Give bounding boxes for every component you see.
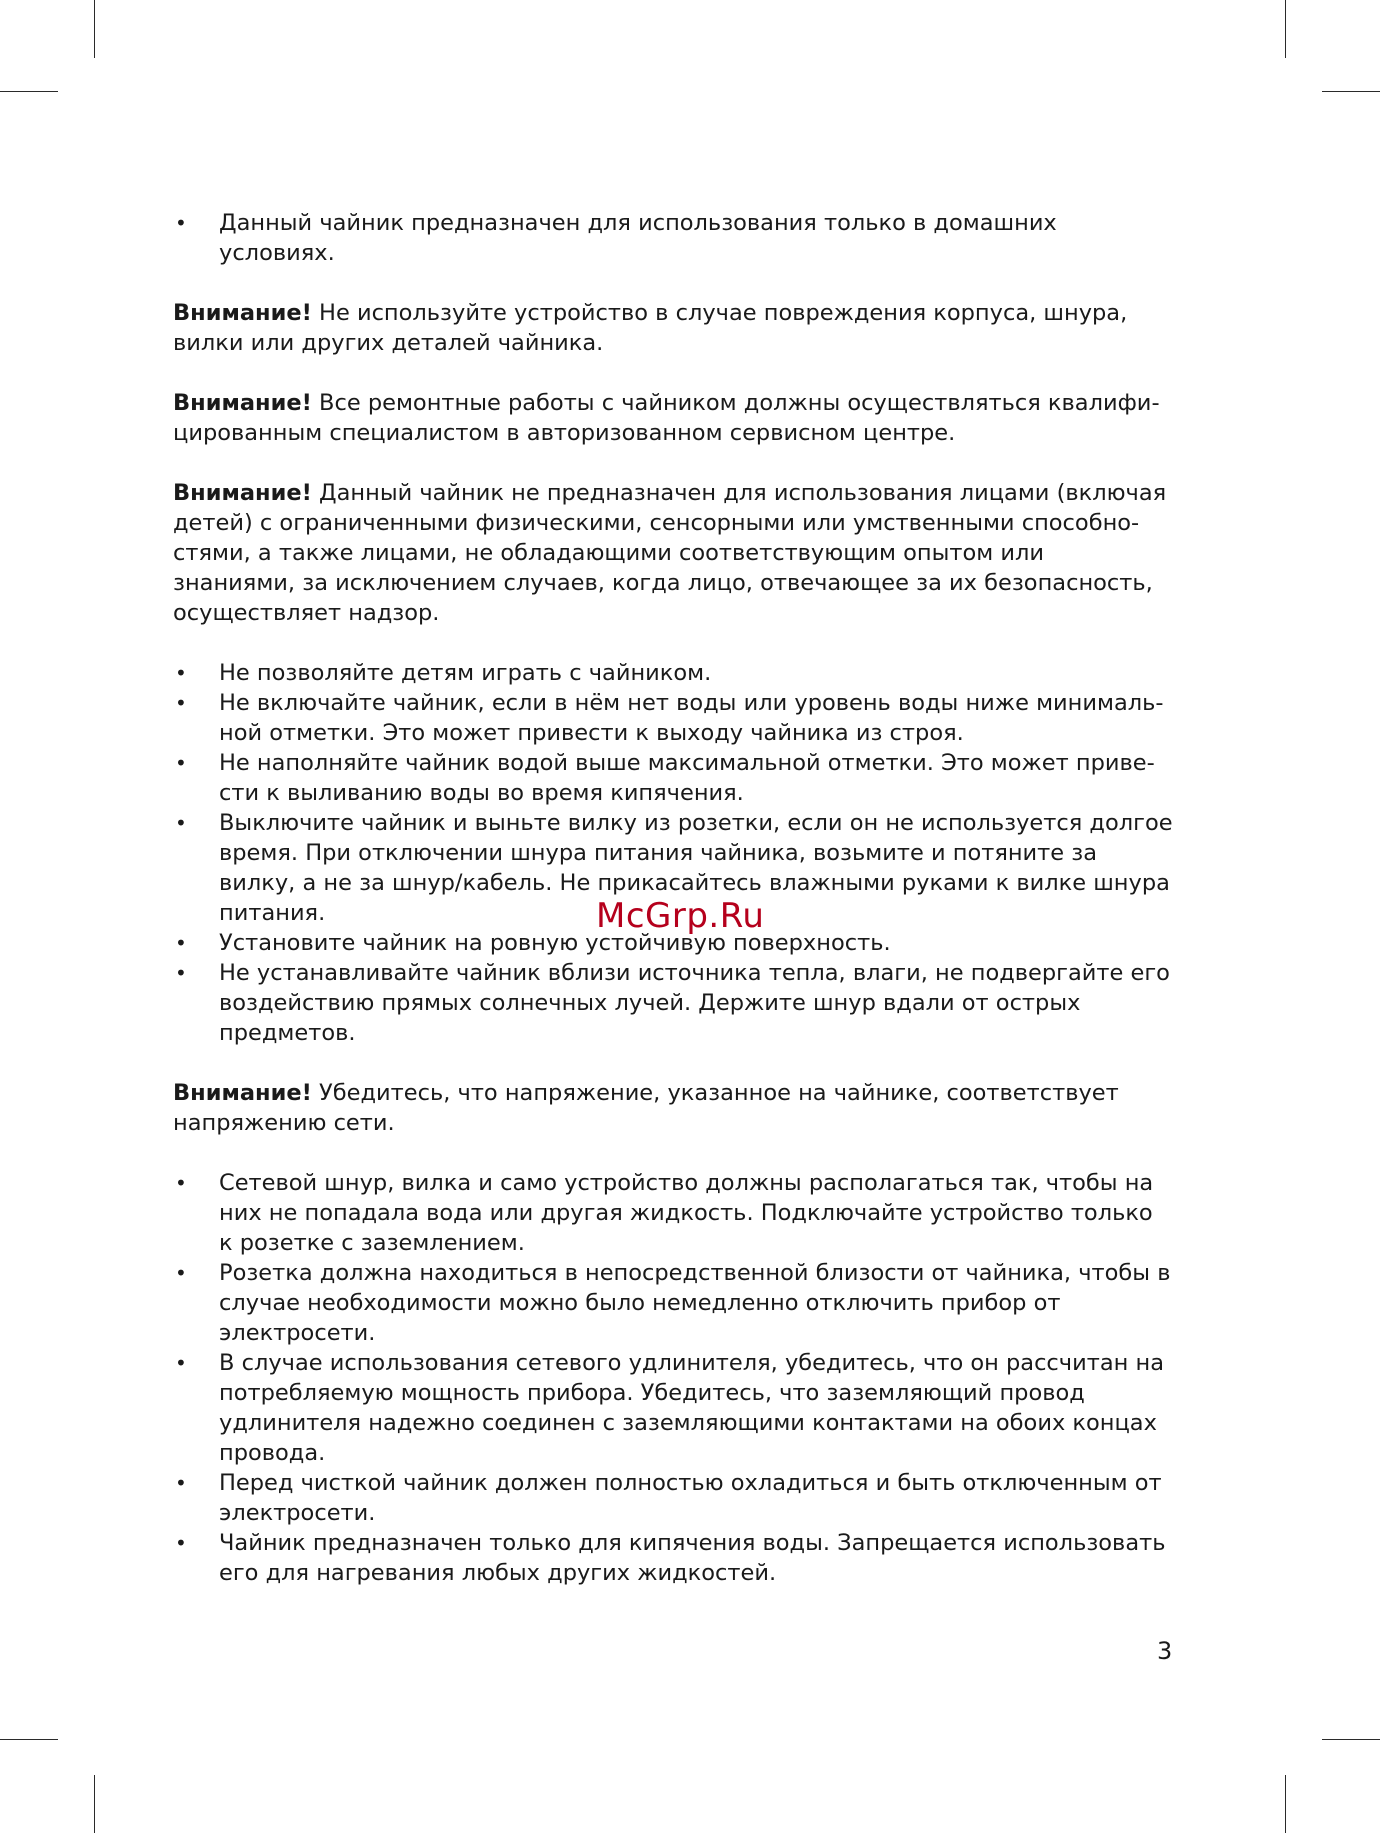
bullet-icon: • — [175, 1531, 187, 1555]
list-item: • Не устанавливайте чайник вблизи источника тепла, влаги, не подвергайте его воздействию прямых солнечных лучей. Держите шнур вдали от острых предметов. — [175, 960, 1170, 1046]
list-item: • Чайник предназначен только для кипячения воды. Запрещается использовать его для нагревания любых других жидкостей. — [175, 1530, 1166, 1586]
warning-text: Все ремонтные работы с чайником должны осуществляться квалифицированным специалистом в авторизованном сервисном центре. — [173, 390, 1160, 446]
warning-text: Не используйте устройство в случае повреждения корпуса, шнура, вилки или других деталей чайника. — [173, 300, 1128, 356]
list-item: • Перед чисткой чайник должен полностью охладиться и быть отключенным от электросети. — [175, 1470, 1162, 1526]
list-item: • В случае использования сетевого удлинителя, убедитесь, что он рассчитан на потребляемую мощность прибора. Убедитесь, что заземляющий провод удлинителя надежно соединен с заземляющими контактами на обоих концах провода. — [175, 1350, 1164, 1466]
warning-paragraph — [173, 478, 1173, 628]
bullet-list-electrical — [173, 1168, 1173, 1588]
crop-mark — [1322, 91, 1380, 92]
crop-mark — [1285, 1775, 1286, 1833]
watermark: McGrp.Ru — [596, 896, 765, 936]
bullet-icon: • — [175, 961, 187, 985]
crop-mark — [94, 1775, 95, 1833]
warning-paragraph — [173, 1078, 1173, 1138]
list-item: • Сетевой шнур, вилка и само устройство должны располагаться так, чтобы на них не попадала вода или другая жидкость. Подключайте устройство только к розетке с заземлением. — [175, 1170, 1154, 1256]
bullet-list-household — [173, 208, 1173, 268]
warning-label: Внимание! — [173, 300, 312, 326]
warning-paragraph — [173, 298, 1173, 358]
list-item: • Выключите чайник и выньте вилку из розетки, если он не используется долгое время. При отключении шнура питания чайника, возьмите и потяните за вилку, а не за шнур/кабель. Не прикасайтесь влажными руками к вилке шнура питания. — [175, 810, 1173, 926]
crop-mark — [0, 91, 58, 92]
bullet-icon: • — [175, 931, 187, 955]
list-item: • Розетка должна находиться в непосредственной близости от чайника, чтобы в случае необходимости можно было немедленно отключить прибор от электросети. — [175, 1260, 1171, 1346]
list-item: • Данный чайник предназначен для использования только в домашних условиях. — [175, 210, 1057, 266]
warning-paragraph — [173, 388, 1173, 448]
warning-label: Внимание! — [173, 480, 312, 506]
bullet-icon: • — [175, 691, 187, 715]
list-item: • Не позволяйте детям играть с чайником. — [175, 660, 712, 686]
bullet-icon: • — [175, 751, 187, 775]
page-number: 3 — [1157, 1637, 1173, 1665]
crop-mark — [1322, 1739, 1380, 1740]
list-item: • Установите чайник на ровную устойчивую поверхность. — [175, 930, 891, 956]
list-item: • Не включайте чайник, если в нём нет воды или уровень воды ниже минимальной отметки. Это может привести к выходу чайника из строя. — [175, 690, 1164, 746]
bullet-icon: • — [175, 1171, 187, 1195]
warning-label: Внимание! — [173, 390, 312, 416]
crop-mark — [1285, 0, 1286, 58]
bullet-icon: • — [175, 211, 187, 235]
crop-mark — [94, 0, 95, 58]
bullet-icon: • — [175, 811, 187, 835]
bullet-icon: • — [175, 1261, 187, 1285]
bullet-icon: • — [175, 1471, 187, 1495]
bullet-icon: • — [175, 1351, 187, 1375]
bullet-icon: • — [175, 661, 187, 685]
bullet-list-usage — [173, 658, 1173, 1048]
warning-label: Внимание! — [173, 1080, 312, 1106]
list-item: • Не наполняйте чайник водой выше максимальной отметки. Это может привести к выливанию воды во время кипячения. — [175, 750, 1155, 806]
warning-text: Убедитесь, что напряжение, указанное на чайнике, соответствует напряжению сети. — [173, 1080, 1119, 1136]
crop-mark — [0, 1739, 58, 1740]
warning-text: Данный чайник не предназначен для использования лицами (включая детей) с ограниченными физическими, сенсорными или умственными способностями, а также лицами, не обладающими соответствующим опытом или знаниями, за исключением случаев, когда лицо, отвечающее за их безопасность, осуществляет надзор. — [173, 480, 1167, 626]
